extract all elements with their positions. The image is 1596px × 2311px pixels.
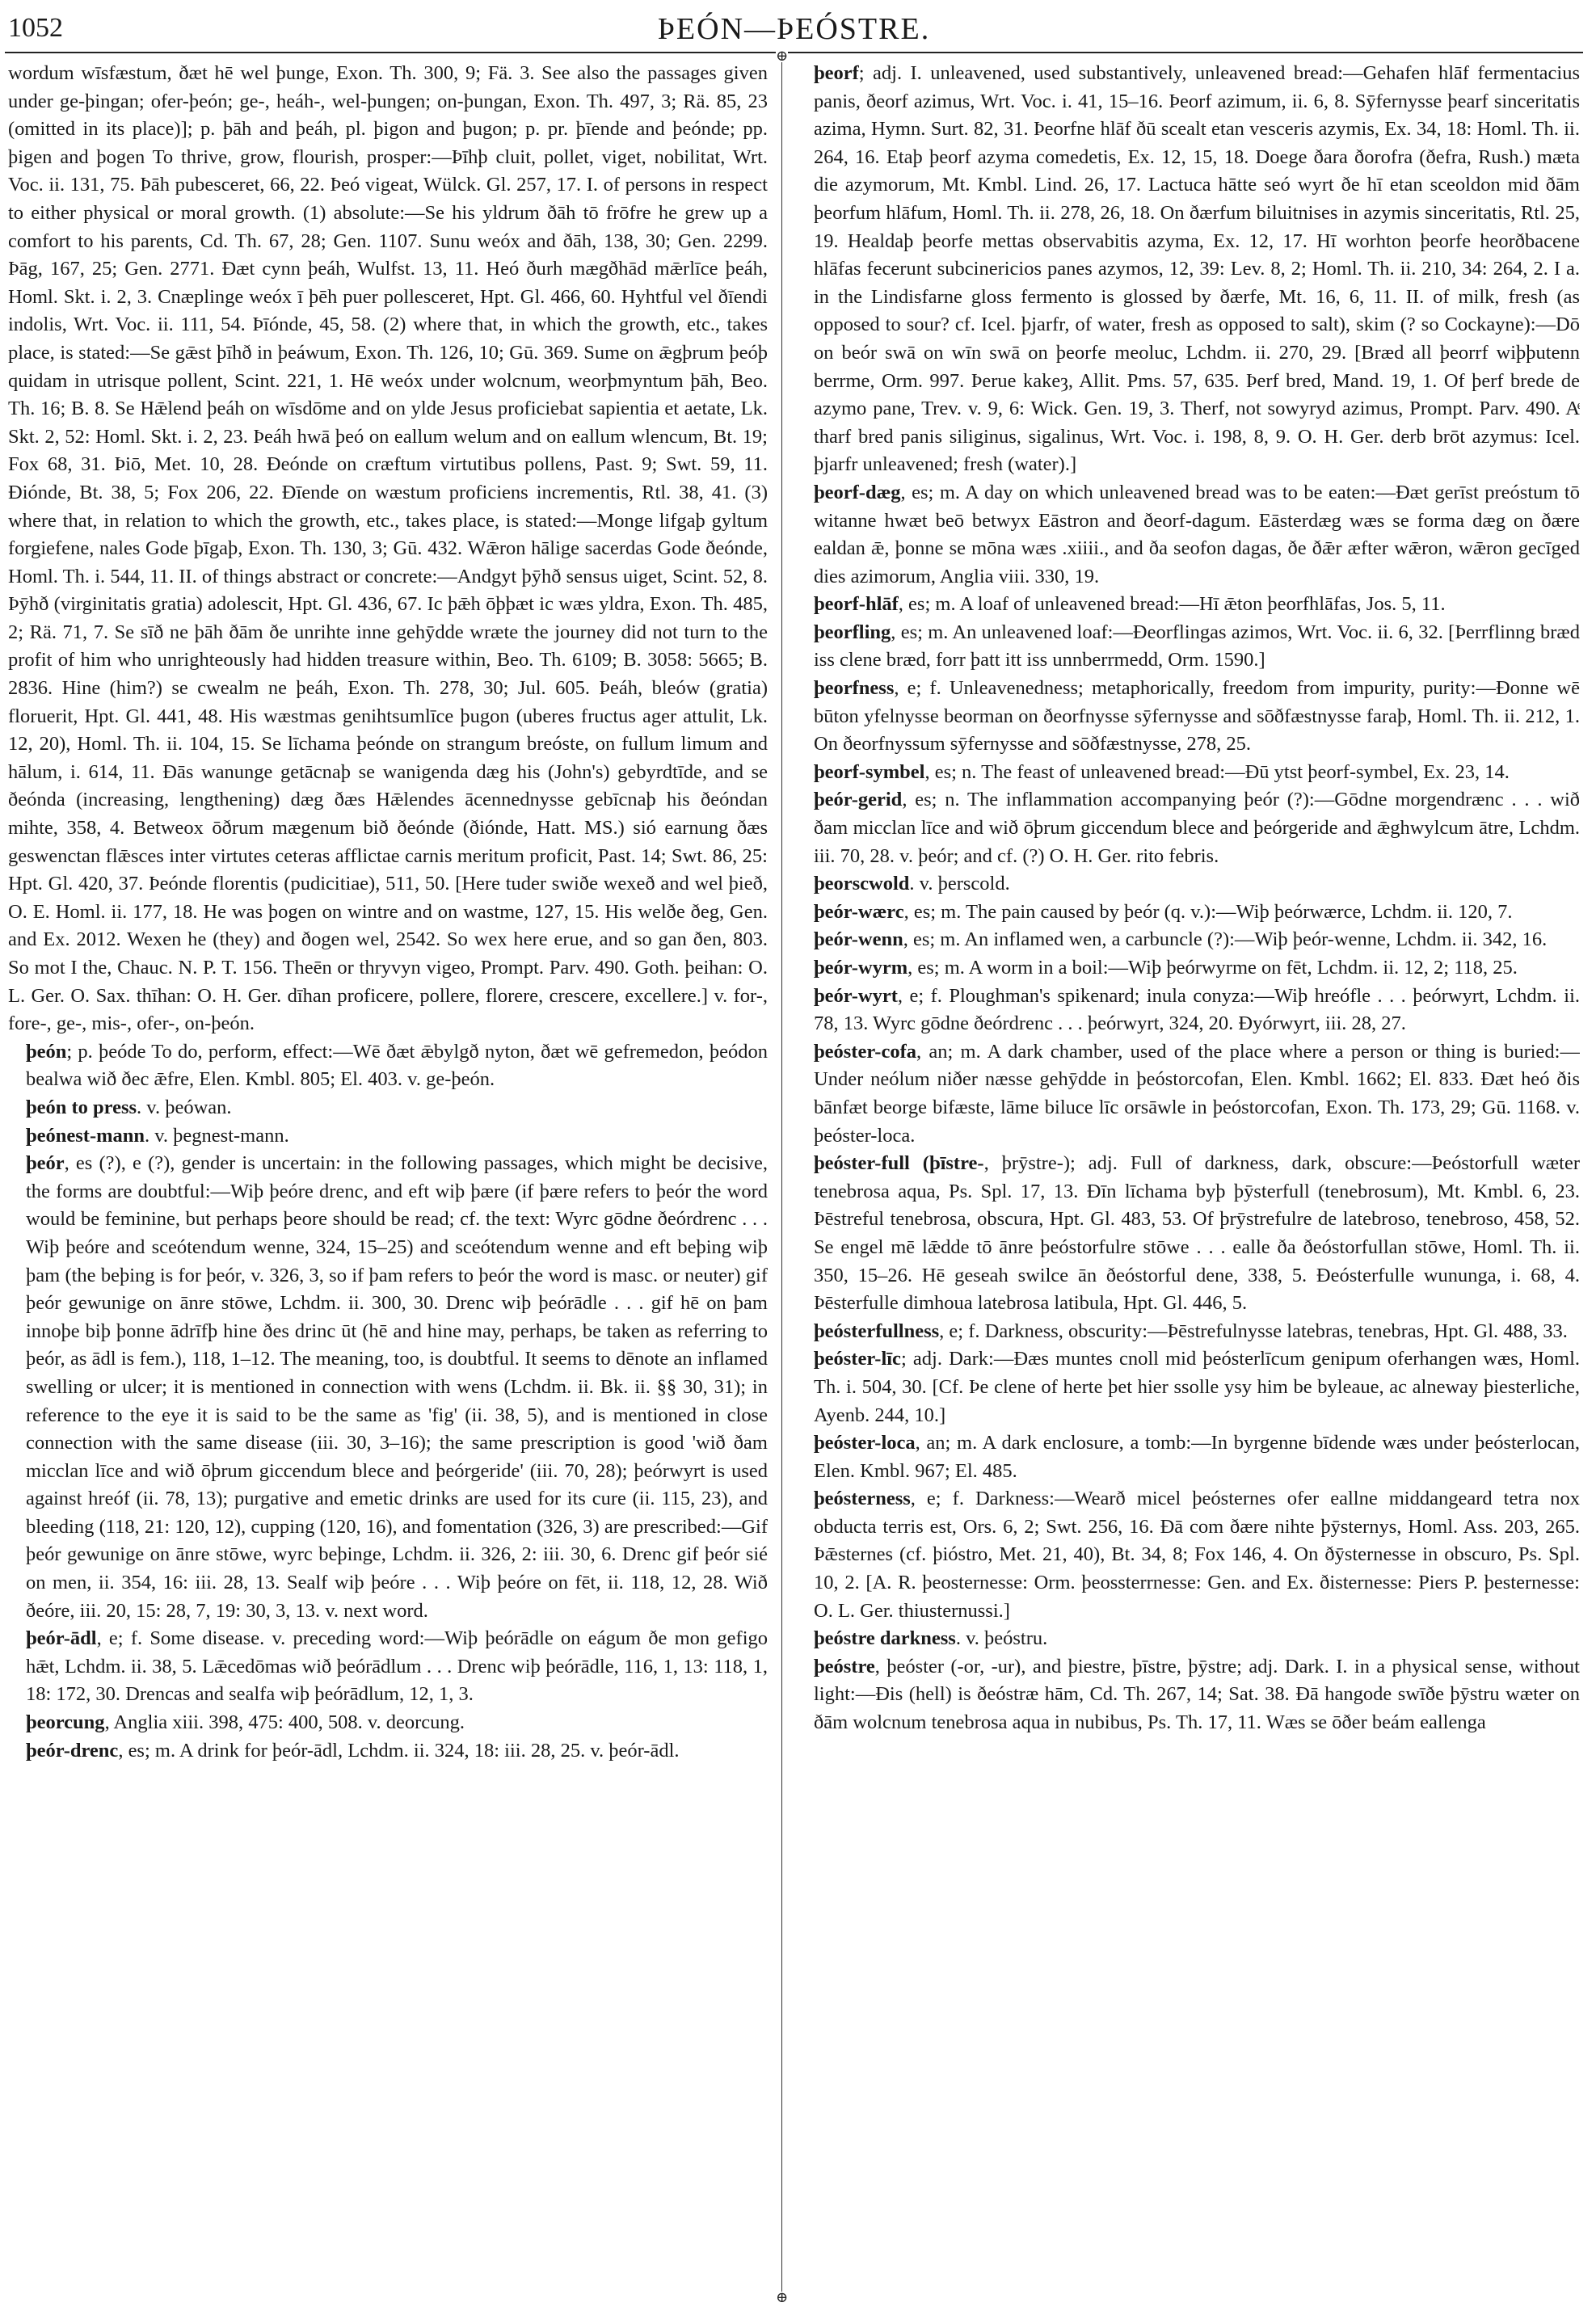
headword: þeorfness <box>814 677 895 700</box>
headword: þeóstre darkness <box>814 1627 956 1650</box>
entry-theoster-cofa: þeóster-cofa, an; m. A dark chamber, used of the place where a person or thing is buried:—Under neólum niðer næsse gehȳdde in þeóstorcofan, Elen. Kmbl. 1662; El. 833. Ðæt heó ðis bānfæt beorge bifæste, lāme biluce līc orsāwle in þeóstorcofan, Exon. Th. 173, 29; Gū. 1168. v. þeóster-loca. <box>814 1040 1580 1147</box>
column-divider <box>781 53 782 2303</box>
entry-theorf-daeg: þeorf-dæg, es; m. A day on which unleavened bread was to be eaten:—Ðæt gerīst preóstum tō witanne hwæt beō betwyx Eāstron and ðeorf-dagum. Eāsterdæg wæs se forma dæg on ðære ealdan ǣ, þonne se mōna wæs .xiiii., and ða seofon dagas, ðe ðǣr æfter wǣron, wǣron gecīged dies azimorum, Anglia viii. 330, 19. <box>814 481 1580 587</box>
entry-theon-press: þeón to press. v. þeówan. <box>26 1096 232 1118</box>
headword: þeósterness <box>814 1488 911 1510</box>
headword: þeóster-cofa <box>814 1040 916 1063</box>
headword: þeór-wenn <box>814 928 903 951</box>
entry-theorscwold: þeorscwold. v. þerscold. <box>814 873 1010 895</box>
headword: þeorf <box>814 62 859 84</box>
headword: þeór-drenc <box>26 1739 119 1762</box>
headword: þeór-wyrm <box>814 957 908 979</box>
headword: þeóstre <box>814 1655 875 1677</box>
entry-theor-drenc: þeór-drenc, es; m. A drink for þeór-ādl, Lchdm. ii. 324, 18: iii. 28, 25. v. þeór-ādl. <box>26 1739 680 1762</box>
page-header <box>8 10 1580 55</box>
headword: þeór-wyrt <box>814 984 898 1007</box>
headword: þeorf-dæg <box>814 481 901 503</box>
headword: þeór <box>26 1152 65 1175</box>
headword: þeorf-hlāf <box>814 593 899 616</box>
entry-theor-waerc: þeór-wærc, es; m. The pain caused by þeór (q. v.):—Wiþ þeórwærce, Lchdm. ii. 120, 7. <box>814 900 1513 923</box>
entry-theoster-full: þeóster-full (þīstre-, þrȳstre-); adj. Full of darkness, dark, obscure:—Þeóstorfull wæter tenebrosa aqua, Ps. Spl. 17, 13. Ðīn līchama byþ þȳsterfull (tenebrosum), Mt. Kmbl. 6, 23. Þēstreful tenebrosa, obscura, Hpt. Gl. 483, 53. Of þrȳstrefulre de latebroso, tenebroso, 458, 52. Se engel mē lǣdde tō ānre þeóstorfulre stōwe . . . ealle ða ðeóstorfullan stōwe, Homl. Th. ii. 350, 15–26. Hē geseah swilce ān ðeóstorful dene, 338, 5. Ðeósterfulle wununga, i. 68, 4. Þēsterfulle dimhoua latebrosa latibula, Hpt. Gl. 446, 5. <box>814 1152 1580 1315</box>
entry-theor-gerid: þeór-gerid, es; n. The inflammation accompanying þeór (?):—Gōdne morgendrænc . . . wið ðam micclan līce and wið ōþrum giccendum blece and þeórgeride and ǣghwylcum ātre, Lchdm. iii. 70, 28. v. þeór; and cf. (?) O. H. Ger. rito febris. <box>814 789 1580 867</box>
headword: þeór-ādl <box>26 1627 97 1650</box>
entry-continuation: wordum wīsfæstum, ðæt hē wel þunge, Exon. Th. 300, 9; Fä. 3. See also the passages given under ge-þingan; ofer-þeón; ge-, heáh-, wel-þungen; on-þungan, Exon. Th. 497, 3; Rä. 85, 23 (omitted in its place)]; p. þāh and þeáh, pl. þigon and þugon; p. pr. þīende and þeónde; pp. þigen and þogen To thrive, grow, flourish, prosper:—Þīhþ cluit, pollet, viget, nobilitat, Wrt. Voc. ii. 131, 75. Þāh pubesceret, 66, 22. Þeó vigeat, Wülck. Gl. 257, 17. I. of persons in respect to either physical or moral growth. (1) absolute:—Se his yldrum ðāh tō frōfre he grew up a comfort to his parents, Cd. Th. 67, 28; Gen. 1107. Sunu weóx and ðāh, 138, 30; Gen. 2299. Þāg, 167, 25; Gen. 2771. Ðæt cynn þeáh, Wulfst. 13, 11. Heó ðurh mægðhād mǣrlīce þeáh, Homl. Skt. i. 2, 3. Cnæplinge weóx ī þēh puer pollesceret, Hpt. Gl. 466, 60. Hyhtful vel ðīendi indolis, Wrt. Voc. ii. 111, 54. Þīónde, 45, 58. (2) where that, in which the growth, etc., takes place, is stated:—Se gǣst þīhð in þeáwum, Exon. Th. 126, 10; Gū. 369. Sume on ǣgþrum þeóþ quidam in utrisque pollent, Scint. 221, 1. Hē weóx under wolcnum, weorþmyntum þāh, Beo. Th. 16; B. 8. Se Hǣlend þeáh on wīsdōme and on ylde Jesus proficiebat sapientia et aetate, Lk. Skt. 2, 52: Homl. Skt. i. 2, 23. Þeáh hwā þeó on eallum welum and on eallum wlencum, Bt. 19; Fox 68, 31. Þiō, Met. 10, 28. Ðeónde on cræftum virtutibus pollens, Past. 9; Swt. 59, 11. Ðiónde, Bt. 38, 5; Fox 206, 22. Ðīende on wæstum proficiens incrementis, Rtl. 38, 41. (3) where that, in relation to which the growth, etc., takes place, is stated:—Monge lifgaþ gyltum forgiefene, nales Gode þīgaþ, Exon. Th. 130, 3; Gū. 432. Wǣron hālige sacerdas Gode ðeónde, Homl. Th. i. 544, 11. II. of things abstract or concrete:—Andgyt þȳhð sensus uiget, Scint. 52, 8. Þȳhð (virginitatis gratia) adolescit, Hpt. Gl. 436, 67. Ic þǣh ōþþæt ic wæs yldra, Exon. Th. 485, 2; Rä. 71, 7. Se sīð ne þāh ðām ðe unrihte inne gehȳdde wræte the journey did not turn to the profit of him who unrighteously had hidden treasure within, Beo. Th. 6109; B. 3058: 5665; B. 2836. Hine (him?) se cwealm ne þeáh, Exon. Th. 278, 30; Jul. 605. Þeáh, bleów (gratia) floruerit, Hpt. Gl. 441, 48. His wæstmas genihtsumlīce þugon (uberes fructus ager attulit, Lk. 12, 20), Homl. Th. ii. 104, 15. Se līchama þeónde on strangum breóste, on fullum limum and hālum, i. 614, 11. Ðās wanunge getācnaþ se wanigenda dæg his (John's) gebyrdtīde, and se ðeónda (increasing, lengthening) dæg ðæs Hǣlendes ācennednysse gebīcnaþ his ðeóndan mihte, 358, 4. Betweox ōðrum mægenum bið ðeónde (ðiónde, Hatt. MS.) sió earnung ðæs geswenctan flǣsces inter virtutes ceteras afflictae carnis meritum proficit, Past. 14; Swt. 86, 25: Hpt. Gl. 420, 37. Þeónde florentis (pudicitiae), 511, 50. [Here tuder swiðe wexeð and wel þieð, O. E. Homl. ii. 177, 18. He was þogen on wintre and on wastme, 127, 15. His welðe ðeg, Gen. and Ex. 2012. Wexen he (they) and ðogen wel, 2542. So wex here erue, and so gan ðen, 803. So mot I the, Chauc. N. P. T. 156. Theēn or thryvyn vigeo, Prompt. Parv. 490. Goth. þeihan: O. L. Ger. O. Sax. thīhan: O. H. Ger. dīhan proficere, pollere, florere, crescere, excellere.] v. for-, fore-, ge-, mis-, ofer-, on-þeón. <box>8 62 768 1035</box>
entry-theorfness: þeorfness, e; f. Unleavenedness; metaphorically, freedom from impurity, purity:—Ðonne wē būton yfelnysse beorman on ðeorfnysse sȳfernysse and sōðfæstnysse faraþ, Homl. Th. ii. 212, 1. On ðeorfnyssum sȳfernysse and sōðfæstnysse, 278, 25. <box>814 677 1580 756</box>
entry-theor-wyrt: þeór-wyrt, e; f. Ploughman's spikenard; inula conyza:—Wiþ hreófle . . . þeórwyrt, Lchdm. ii. 78, 13. Wyrc gōdne ðeórdrenc . . . þeórwyrt, 324, 20. Ðyórwyrt, iii. 28, 27. <box>814 984 1580 1035</box>
entry-theosterness: þeósterness, e; f. Darkness:—Wearð micel þeósternes ofer eallne middangeard tetra nox obducta terris est, Ors. 6, 2; Swt. 256, 16. Ðā com ðære nihte þȳsternys, Homl. Ass. 203, 265. Þǣsternes (cf. þióstro, Met. 21, 40), Bt. 34, 8; Fox 146, 4. On ðȳsternesse in obscuro, Ps. Spl. 10, 2. [A. R. þeosternesse: Orm. þeossterrnesse: Gen. and Ex. ðisternesse: Piers P. þesternesse: O. L. Ger. thiusternussi.] <box>814 1488 1580 1622</box>
headword: þeorscwold <box>814 873 910 895</box>
entry-theorcung: þeorcung, Anglia xiii. 398, 475: 400, 508. v. deorcung. <box>26 1711 465 1734</box>
headword: þeór-wærc <box>814 900 904 923</box>
header-rule <box>5 52 1583 53</box>
entry-theor-adl: þeór-ādl, e; f. Some disease. v. preceding word:—Wiþ þeórādle on eágum ðe mon gefigo hǣt, Lchdm. ii. 38, 5. Lǣcedōmas wið þeórādlum . . . Drenc wiþ þeórādle, 116, 1, 13: 118, 1, 18: 172, 30. Drencas and sealfa wiþ þeórādlum, 12, 1, 3. <box>26 1627 768 1706</box>
left-column <box>8 60 768 2295</box>
entry-theorf: þeorf; adj. I. unleavened, used substantively, unleavened bread:—Gehafen hlāf fermentacius panis, ðeorf azimus, Wrt. Voc. i. 41, 15–16. Þeorf azimum, ii. 6, 8. Sȳfernysse þearf sinceritatis azima, Hymn. Surt. 82, 31. Þeorfne hlāf ðū scealt etan vesceris azymis, Ex. 34, 18: Homl. Th. ii. 264, 16. Etaþ þeorf azyma comedetis, Ex. 12, 15, 18. Doege ðara ðorofra (ðefra, Rush.) mæta die azymorum, Mt. Kmbl. Lind. 26, 17. Lactuca hātte seó wyrt ðe hī etan sceoldon mid ðām þeorfum hlāfum, Homl. Th. ii. 278, 26, 18. On ðærfum biluitnises in azymis sinceritatis, Rtl. 25, 19. Healdaþ þeorfe mettas observabitis azyma, Ex. 12, 17. Hī worhton þeorfe heorðbacene hlāfas fecerunt subcinericios panes azymos, 12, 39: Lev. 8, 2; Homl. Th. ii. 210, 34: 264, 2. I a. in the Lindisfarne gloss fermento is glossed by ðærfe, Mt. 16, 6, 11. II. of milk, fresh (as opposed to sour? cf. Icel. þjarfr, of water, fresh as opposed to salt), skim (? so Cockayne):—Dō on beór swā on wīn swā on þeorfe meoluc, Lchdm. ii. 270, 29. [Bræd all þeorrf wiþþutenn berrme, Orm. 997. Þerue kakeȝ, Allit. Pms. 57, 635. Þerf bred, Mand. 19, 1. Of þerf brede de azymo pane, Trev. v. 9, 6: Wick. Gen. 19, 3. Therf, not sowyryd azimus, Prompt. Parv. 490. Aͤ tharf bred panis siliginus, sigalinus, Wrt. Voc. i. 198, 8, 9. O. H. Ger. derb brōt azymus: Icel. þjarfr unleavened; fresh (water).] <box>814 62 1580 476</box>
divider-ornament-bottom-icon: ⊕ <box>776 2289 789 2305</box>
entry-theosterfullness: þeósterfullness, e; f. Darkness, obscurity:—Þēstrefulnysse latebras, tenebras, Hpt. Gl. 488, 33. <box>814 1320 1568 1342</box>
headword: þeóster-līc <box>814 1348 901 1370</box>
entry-theorfling: þeorfling, es; m. An unleavened loaf:—Ðeorflingas azimos, Wrt. Voc. ii. 6, 32. [Þerrflinng bræd iss clene bræd, forr þatt itt iss unnberrmedd, Orm. 1590.] <box>814 621 1580 671</box>
headword: þeorf-symbel <box>814 760 925 783</box>
right-column <box>796 60 1580 2295</box>
entry-theorf-hlaf: þeorf-hlāf, es; m. A loaf of unleavened bread:—Hī ǣton þeorfhlāfas, Jos. 5, 11. <box>814 593 1446 616</box>
entry-theorf-symbel: þeorf-symbel, es; n. The feast of unleavened bread:—Ðū ytst þeorf-symbel, Ex. 23, 14. <box>814 760 1510 783</box>
headword: þeór-gerid <box>814 789 903 811</box>
headword: þeón <box>26 1040 67 1063</box>
entry-theor: þeór, es (?), e (?), gender is uncertain: in the following passages, which might be decisive, the forms are doubtful:—Wiþ þeóre drenc, and eft wiþ þære (if þære refers to þeór the word would be feminine, but perhaps þeore should be read; cf. the text: Wyrc gōdne ðeórdrenc . . . Wiþ þeóre and sceótendum wenne, 324, 15–25) and sceótendum wenne and eft beþing wiþ þam (the beþing is for þeór, v. 326, 3, so if þam refers to þeór the word is masc. or neuter) gif þeór gewunige on ānre stōwe, Lchdm. ii. 300, 30. Drenc wiþ þeórādle . . . gif hē on þam innoþe biþ þonne ādrīfþ hine ðes drinc ūt (hē and hine may, perhaps, be taken as referring to þeór, as ādl is fem.), 118, 1–12. The meaning, too, is doubtful. It seems to dēnote an inflamed swelling or ulcer; it is mentioned in connection with wens (Lchdm. ii. Bk. ii. §§ 30, 31); in reference to the eye it is said to be the same as 'fig' (ii. 38, 5), and is mentioned in close connection with the same disease (iii. 30, 3–16); the same prescription is good 'wið ðam micclan līce and wið ōþrum giccendum blece and þeórgeride' (iii. 70, 28); þeórwyrt is used against hreóf (ii. 78, 13); purgative and emetic drinks are used for its cure (ii. 115, 23), and bleeding (118, 21: 120, 12), cupping (120, 16), and fomentation (326, 3) are prescribed:—Gif þeór gewunige on ānre stōwe, wyrc beþinge, Lchdm. ii. 326, 2: iii. 30, 6. Drenc gif þeór sié on men, ii. 354, 16: iii. 28, 13. Sealf wiþ þeóre . . . Wiþ þeóre on fēt, ii. 118, 12, 28. Wið ðeóre, iii. 20, 15: 28, 7, 19: 30, 3, 13. v. next word. <box>26 1152 768 1622</box>
headword: þeósterfullness <box>814 1320 940 1342</box>
page-number: 1052 <box>8 13 63 43</box>
headword: þeónest-mann <box>26 1124 145 1147</box>
entry-theon-do: þeón; p. þeóde To do, perform, effect:—Wē ðæt ǣbylgð nyton, ðæt wē gefremedon, þeódon bealwa wið ðec ǣfre, Elen. Kmbl. 805; El. 403. v. ge-þeón. <box>26 1040 768 1091</box>
headword: þeorfling <box>814 621 891 643</box>
entry-theor-wyrm: þeór-wyrm, es; m. A worm in a boil:—Wiþ þeórwyrme on fēt, Lchdm. ii. 12, 2; 118, 25. <box>814 957 1518 979</box>
entry-theoster-loca: þeóster-loca, an; m. A dark enclosure, a tomb:—In byrgenne bīdende wæs under þeósterlocan, Elen. Kmbl. 967; El. 485. <box>814 1432 1580 1482</box>
running-head: ÞEÓN—ÞEÓSTRE. <box>657 12 931 46</box>
divider-ornament-top-icon: ⊕ <box>776 48 789 64</box>
entry-theonest-mann: þeónest-mann. v. þegnest-mann. <box>26 1124 289 1147</box>
headword: þeorcung <box>26 1711 105 1734</box>
entry-theoster-lic: þeóster-līc; adj. Dark:—Ðæs muntes cnoll mid þeósterlīcum genipum oferhangen wæs, Homl. Th. i. 504, 30. [Cf. Þe clene of herte þet hier ssolle ysy him be byleaue, ac alneway þiesterliche, Ayenb. 244, 10.] <box>814 1348 1580 1426</box>
headword: þeóster-loca <box>814 1432 916 1454</box>
entry-theostre-noun: þeóstre darkness. v. þeóstru. <box>814 1627 1048 1650</box>
entry-theostre-adj: þeóstre, þeóster (-or, -ur), and þiestre, þīstre, þȳstre; adj. Dark. I. in a physical sense, without light:—Ðis (hell) is ðeóstræ hām, Cd. Th. 267, 14; Sat. 38. Ðā hangode swīðe þȳstru wæter on ðām wolcnum tenebrosa aqua in nubibus, Ps. Th. 17, 11. Wæs se ōðer beám eallenga <box>814 1655 1580 1734</box>
headword: þeón to press <box>26 1096 137 1118</box>
headword: þeóster-full (þīstre- <box>814 1152 984 1175</box>
entry-theor-wenn: þeór-wenn, es; m. An inflamed wen, a carbuncle (?):—Wiþ þeór-wenne, Lchdm. ii. 342, 16. <box>814 928 1548 951</box>
